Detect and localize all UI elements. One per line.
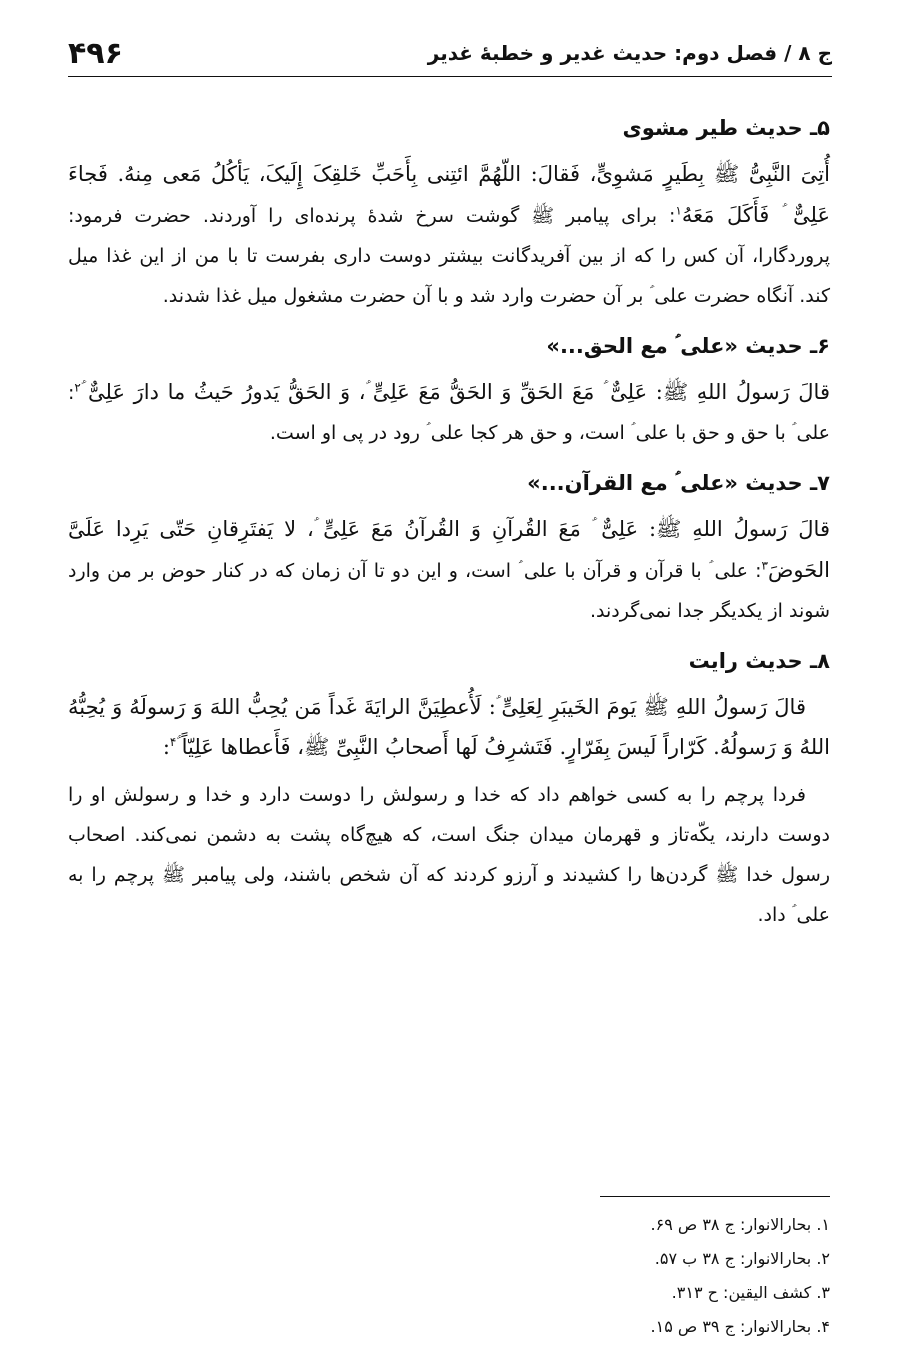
footnotes [68, 1208, 830, 1344]
running-head: ج ۸ / فصل دوم: حدیث غدیر و خطبهٔ غدیر [427, 41, 832, 65]
footnote-ref[interactable]: ۳ [761, 558, 768, 573]
section-body [68, 154, 830, 316]
footnote-item: ۴. بحارالانوار: ج ۳۹ ص ۱۵. [650, 1317, 830, 1336]
arabic-hadith: أُتِیَ النَّبِیُّ ﷺ بِطَیرٍ مَشوِیٍّ، فَقالَ: اللّهُمَّ ائتِنی بِأَحَبِّ خَلقِکَ إِلَیکَ، یَأکُلُ مَعی مِنهُ. فَجاءَ عَلِیٌّ ؑ فَأَکَلَ مَعَهُ [68, 162, 830, 227]
section-title: ۵ـ حدیث طیر مشوی [622, 116, 830, 140]
footnote-item: ۳. کشف الیقین: ح ۳۱۳. [671, 1283, 830, 1302]
section-title: ۷ـ حدیث «علی ؑ مع القرآن...» [527, 471, 830, 495]
section-8 [68, 641, 830, 935]
persian-translation: : برای پیامبر ﷺ گوشت سرخ شدهٔ پرنده‌ای را آوردند. حضرت فرمود: پروردگارا، آن کس را که از بین آفریدگانت بیشتر دوست داری بفرست تا با من از این غذا میل کند. آنگاه حضرت علی ؑ بر آن حضرت وارد شد و با آن حضرت مشغول میل غذا شدند. [68, 205, 830, 307]
section-title: ۸ـ حدیث رایت [688, 649, 830, 673]
section-body [68, 372, 830, 453]
page-number: ۴۹۶ [68, 35, 123, 71]
persian-translation: : علی ؑ با حق و حق با علی ؑ است، و حق هر کجا علی ؑ رود در پی او است. [68, 382, 830, 444]
footnote-item: ۱. بحارالانوار: ج ۳۸ ص ۶۹. [650, 1215, 830, 1234]
section-5 [68, 108, 830, 316]
persian-translation: فردا پرچم را به کسی خواهم داد که خدا و رسولش را دوست دارد و خدا و رسولش او را دوست دارند، یکّه‌تاز و قهرمان میدان جنگ است، که هیچ‌گاه پشت به دشمن نمی‌کند. اصحاب رسول خدا ﷺ گردن‌ها را کشیدند و آرزو کردند که آن شخص باشند، ولی پیامبر ﷺ پرچم را به علی ؑ داد. [68, 784, 830, 926]
footnote-ref[interactable]: ۲ [74, 380, 81, 395]
arabic-hadith: قالَ رَسولُ اللهِ ﷺ یَومَ الخَیبَرِ لِعَلِیٍّ ؑ: لَأُعطِیَنَّ الرایَةَ غَداً مَن یُحِبُّ اللهَ وَ رَسولَهُ وَ یُحِبُّهُ اللهُ وَ رَسولُهُ. کَرّاراً لَیسَ بِفَرّارٍ. فَتَشرِفُ لَها أَصحابُ النَّبِیِّ ﷺ، فَأَعطاها عَلِیّاً ؑ [68, 695, 830, 759]
section-7 [68, 463, 830, 631]
footnote-ref[interactable]: ۴ [169, 735, 177, 749]
section-title: ۶ـ حدیث «علی ؑ مع الحق...» [546, 334, 830, 358]
page-header [68, 30, 832, 77]
page-content [68, 108, 830, 945]
arabic-hadith: قالَ رَسولُ اللهِ ﷺ: عَلِیٌّ ؑ مَعَ الحَقِّ وَ الحَقُّ مَعَ عَلِیٍّ ؑ، وَ الحَقُّ یَدورُ حَیثُ ما دارَ عَلِیٌّ ؑ [80, 380, 830, 404]
arabic-hadith: قالَ رَسولُ اللهِ ﷺ: عَلِیٌّ ؑ مَعَ القُرآنِ وَ القُرآنُ مَعَ عَلِیٍّ ؑ، لا یَفتَرِقانِ حَتّی یَرِدا عَلَیَّ الحَوضَ [68, 517, 830, 582]
persian-translation: : علی ؑ با قرآن و قرآن با علی ؑ است، و این دو تا آن زمان که در کنار حوض بر من وارد شوند از یکدیگر جدا نمی‌گردند. [68, 560, 830, 622]
footnote-ref[interactable]: ۱ [675, 203, 682, 218]
section-body [68, 509, 830, 631]
footnote-item: ۲. بحارالانوار: ج ۳۸ ب ۵۷. [654, 1249, 830, 1268]
footnote-separator [600, 1196, 830, 1197]
section-6 [68, 326, 830, 453]
arabic-hadith-block: قالَ رَسولُ اللهِ ﷺ یَومَ الخَیبَرِ لِعَلِیٍّ ؑ: لَأُعطِیَنَّ الرایَةَ غَداً مَن یُحِبُّ اللهَ وَ رَسولَهُ وَ یُحِبُّهُ اللهُ وَ رَسولُهُ. کَرّاراً لَیسَ بِفَرّارٍ. فَتَشرِفُ لَها أَصحابُ النَّبِیِّ ﷺ، فَأَعطاها عَلِیّاً ؑ$^۴$: [68, 695, 830, 759]
